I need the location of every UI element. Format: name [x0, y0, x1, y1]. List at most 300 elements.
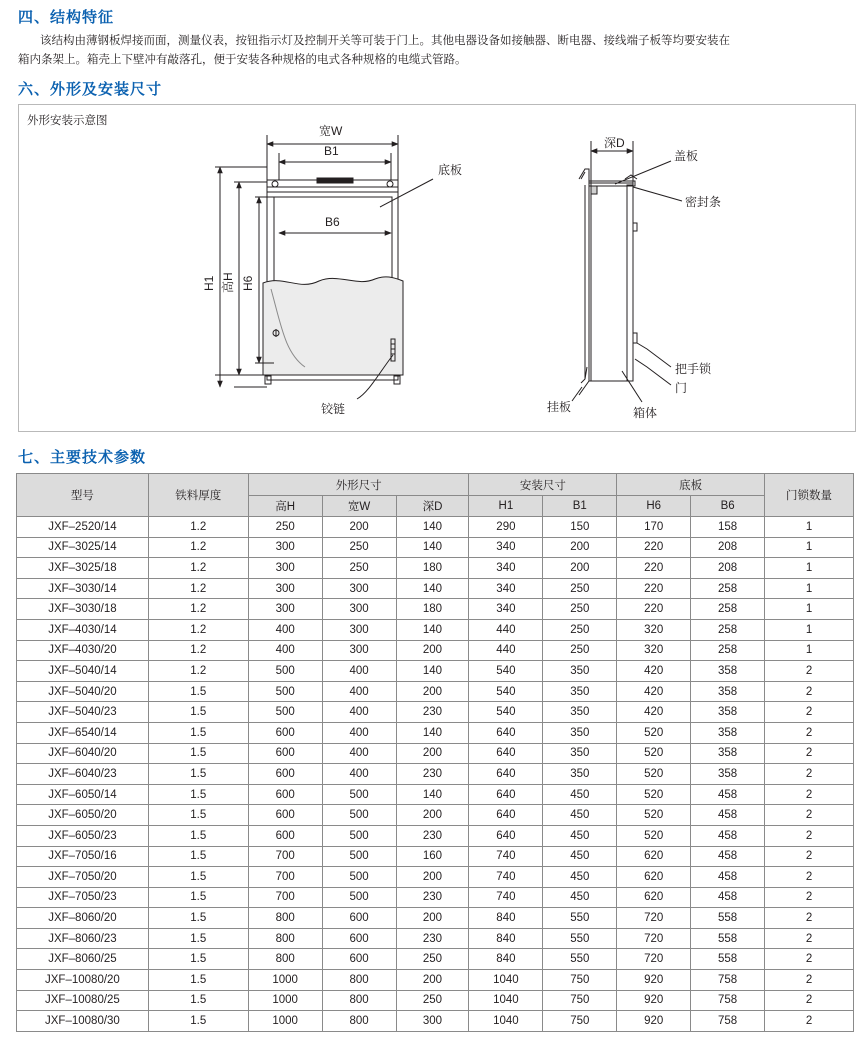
cell-height: 400: [248, 619, 322, 640]
cell-width: 800: [322, 970, 396, 991]
cell-depth: 230: [396, 764, 469, 785]
cell-h1: 340: [469, 558, 543, 579]
cell-b6: 558: [691, 949, 765, 970]
cell-h6: 420: [617, 661, 691, 682]
cell-h6: 520: [617, 764, 691, 785]
cell-h6: 220: [617, 537, 691, 558]
cell-h1: 540: [469, 681, 543, 702]
cell-b1: 250: [543, 619, 617, 640]
cell-depth: 250: [396, 949, 469, 970]
cell-b1: 450: [543, 805, 617, 826]
cell-b6: 258: [691, 619, 765, 640]
cell-depth: 200: [396, 681, 469, 702]
cell-depth: 140: [396, 578, 469, 599]
cell-b1: 350: [543, 722, 617, 743]
cell-depth: 250: [396, 990, 469, 1011]
label-handle-lock: 把手锁: [675, 362, 712, 376]
label-depth: 深D: [604, 136, 625, 150]
label-h6: H6: [241, 275, 255, 291]
cell-lock-count: 1: [765, 537, 854, 558]
label-b6: B6: [325, 215, 340, 229]
cell-h6: 920: [617, 1011, 691, 1032]
cell-model: JXF–4030/14: [17, 619, 149, 640]
cell-b6: 458: [691, 784, 765, 805]
cell-width: 400: [322, 681, 396, 702]
cell-model: JXF–3025/14: [17, 537, 149, 558]
cell-width: 800: [322, 990, 396, 1011]
cell-height: 700: [248, 846, 322, 867]
subheader-depth: 深D: [396, 496, 469, 517]
cell-b1: 200: [543, 558, 617, 579]
cell-h6: 520: [617, 722, 691, 743]
header-outer-size: 外形尺寸: [248, 474, 469, 496]
cell-thickness: 1.2: [148, 558, 248, 579]
cell-lock-count: 2: [765, 764, 854, 785]
cell-h1: 840: [469, 908, 543, 929]
cell-b1: 350: [543, 764, 617, 785]
cell-b1: 450: [543, 784, 617, 805]
cell-height: 600: [248, 825, 322, 846]
cell-height: 1000: [248, 970, 322, 991]
table-row: [17, 537, 854, 558]
header-model: 型号: [17, 474, 149, 517]
label-door: 门: [675, 381, 688, 395]
cell-b6: 158: [691, 517, 765, 538]
cell-h1: 740: [469, 887, 543, 908]
label-hinge: 铰链: [321, 402, 346, 416]
table-row: [17, 743, 854, 764]
cell-depth: 160: [396, 846, 469, 867]
cell-h6: 620: [617, 887, 691, 908]
cell-h1: 290: [469, 517, 543, 538]
cell-height: 500: [248, 661, 322, 682]
cell-b6: 258: [691, 640, 765, 661]
cell-h1: 840: [469, 949, 543, 970]
cell-h6: 920: [617, 990, 691, 1011]
cell-depth: 300: [396, 1011, 469, 1032]
cell-model: JXF–8060/25: [17, 949, 149, 970]
cell-model: JXF–3025/18: [17, 558, 149, 579]
cell-model: JXF–5040/20: [17, 681, 149, 702]
cell-h1: 640: [469, 825, 543, 846]
cell-height: 300: [248, 558, 322, 579]
cell-b1: 550: [543, 928, 617, 949]
cell-b1: 350: [543, 661, 617, 682]
side-view: [572, 141, 682, 402]
cell-lock-count: 1: [765, 578, 854, 599]
cell-b1: 250: [543, 640, 617, 661]
cell-lock-count: 2: [765, 846, 854, 867]
table-row: [17, 949, 854, 970]
cell-b1: 200: [543, 537, 617, 558]
cell-h1: 740: [469, 867, 543, 888]
cell-model: JXF–6050/23: [17, 825, 149, 846]
cell-model: JXF–4030/20: [17, 640, 149, 661]
cell-lock-count: 2: [765, 970, 854, 991]
section-heading-dimensions: 六、外形及安装尺寸: [18, 80, 163, 98]
cell-h1: 640: [469, 805, 543, 826]
cell-depth: 200: [396, 908, 469, 929]
cell-model: JXF–6540/14: [17, 722, 149, 743]
table-row: [17, 640, 854, 661]
cell-lock-count: 2: [765, 681, 854, 702]
cell-depth: 140: [396, 517, 469, 538]
subheader-b6: B6: [691, 496, 765, 517]
cell-lock-count: 2: [765, 661, 854, 682]
cell-width: 400: [322, 764, 396, 785]
cell-b6: 458: [691, 867, 765, 888]
cell-depth: 200: [396, 743, 469, 764]
cell-b6: 458: [691, 887, 765, 908]
cell-height: 800: [248, 949, 322, 970]
cell-b1: 550: [543, 908, 617, 929]
cell-depth: 180: [396, 558, 469, 579]
cell-b6: 458: [691, 825, 765, 846]
table-row: [17, 990, 854, 1011]
cell-b6: 208: [691, 537, 765, 558]
header-install-size: 安装尺寸: [469, 474, 617, 496]
cell-thickness: 1.5: [148, 805, 248, 826]
cell-thickness: 1.5: [148, 825, 248, 846]
table-row: [17, 846, 854, 867]
cell-b1: 450: [543, 846, 617, 867]
cell-h6: 720: [617, 908, 691, 929]
cell-depth: 180: [396, 599, 469, 620]
cell-h6: 170: [617, 517, 691, 538]
cell-h1: 840: [469, 928, 543, 949]
cell-model: JXF–10080/30: [17, 1011, 149, 1032]
cell-width: 300: [322, 619, 396, 640]
cell-depth: 140: [396, 661, 469, 682]
table-row: [17, 661, 854, 682]
cell-b6: 458: [691, 846, 765, 867]
cell-thickness: 1.5: [148, 970, 248, 991]
table-row: [17, 1011, 854, 1032]
cell-depth: 140: [396, 784, 469, 805]
table-row: [17, 867, 854, 888]
cell-thickness: 1.5: [148, 1011, 248, 1032]
cell-model: JXF–2520/14: [17, 517, 149, 538]
cell-thickness: 1.2: [148, 537, 248, 558]
table-row: [17, 558, 854, 579]
cell-height: 300: [248, 578, 322, 599]
cell-h1: 1040: [469, 990, 543, 1011]
cell-h6: 320: [617, 619, 691, 640]
table-row: [17, 908, 854, 929]
cell-model: JXF–7050/16: [17, 846, 149, 867]
table-row: [17, 928, 854, 949]
table-row: [17, 619, 854, 640]
cell-model: JXF–3030/18: [17, 599, 149, 620]
cell-thickness: 1.5: [148, 949, 248, 970]
table-row: [17, 681, 854, 702]
table-row: [17, 722, 854, 743]
cell-h6: 220: [617, 558, 691, 579]
cell-lock-count: 1: [765, 619, 854, 640]
structure-description-line-2: 箱内条架上。箱壳上下壁冲有敲落孔，便于安装各种规格的电式各种规格的电缆式管路。: [18, 52, 467, 66]
cell-thickness: 1.2: [148, 640, 248, 661]
cell-thickness: 1.5: [148, 743, 248, 764]
cell-model: JXF–8060/20: [17, 908, 149, 929]
cell-depth: 230: [396, 928, 469, 949]
cell-h6: 220: [617, 599, 691, 620]
cell-lock-count: 2: [765, 784, 854, 805]
cell-width: 600: [322, 928, 396, 949]
cell-thickness: 1.5: [148, 722, 248, 743]
subheader-b1: B1: [543, 496, 617, 517]
table-row: [17, 517, 854, 538]
cell-model: JXF–6040/20: [17, 743, 149, 764]
cell-h6: 520: [617, 743, 691, 764]
subheader-height: 高H: [248, 496, 322, 517]
subheader-width: 宽W: [322, 496, 396, 517]
header-base-plate: 底板: [617, 474, 765, 496]
cell-b1: 450: [543, 867, 617, 888]
cell-height: 300: [248, 537, 322, 558]
cell-lock-count: 1: [765, 558, 854, 579]
cell-lock-count: 2: [765, 722, 854, 743]
cell-h6: 420: [617, 702, 691, 723]
cell-b6: 208: [691, 558, 765, 579]
label-width: 宽W: [319, 124, 343, 138]
label-base-plate: 底板: [438, 163, 463, 177]
cell-depth: 140: [396, 537, 469, 558]
cell-height: 600: [248, 805, 322, 826]
table-row: [17, 970, 854, 991]
installation-diagram: [19, 105, 855, 431]
cell-b6: 558: [691, 928, 765, 949]
subheader-h1: H1: [469, 496, 543, 517]
cell-b1: 350: [543, 743, 617, 764]
cell-model: JXF–10080/25: [17, 990, 149, 1011]
cell-b1: 250: [543, 599, 617, 620]
cell-b6: 558: [691, 908, 765, 929]
cell-width: 300: [322, 640, 396, 661]
cell-model: JXF–10080/20: [17, 970, 149, 991]
label-cover: 盖板: [674, 149, 699, 163]
cell-model: JXF–6050/20: [17, 805, 149, 826]
cell-thickness: 1.5: [148, 887, 248, 908]
cell-height: 400: [248, 640, 322, 661]
cell-h6: 720: [617, 928, 691, 949]
cell-height: 600: [248, 722, 322, 743]
cell-width: 500: [322, 784, 396, 805]
cell-width: 250: [322, 558, 396, 579]
cell-lock-count: 2: [765, 867, 854, 888]
label-b1: B1: [324, 144, 339, 158]
cell-h1: 740: [469, 846, 543, 867]
cell-h6: 920: [617, 970, 691, 991]
cell-model: JXF–6040/23: [17, 764, 149, 785]
cell-b1: 550: [543, 949, 617, 970]
cell-thickness: 1.5: [148, 990, 248, 1011]
cell-depth: 230: [396, 825, 469, 846]
cell-depth: 200: [396, 805, 469, 826]
header-thickness: 铁料厚度: [148, 474, 248, 517]
cell-height: 500: [248, 702, 322, 723]
cell-b6: 358: [691, 764, 765, 785]
cell-thickness: 1.2: [148, 661, 248, 682]
cell-h1: 640: [469, 764, 543, 785]
cell-model: JXF–7050/23: [17, 887, 149, 908]
cell-width: 400: [322, 702, 396, 723]
cell-thickness: 1.5: [148, 908, 248, 929]
label-box-body: 箱体: [633, 406, 658, 420]
cell-depth: 200: [396, 867, 469, 888]
table-row: [17, 805, 854, 826]
cell-lock-count: 1: [765, 517, 854, 538]
cell-b1: 750: [543, 970, 617, 991]
cell-depth: 200: [396, 970, 469, 991]
cell-width: 300: [322, 578, 396, 599]
cell-h6: 620: [617, 867, 691, 888]
cell-width: 400: [322, 743, 396, 764]
cell-b6: 758: [691, 970, 765, 991]
cell-h6: 720: [617, 949, 691, 970]
cell-h6: 620: [617, 846, 691, 867]
cell-b6: 258: [691, 599, 765, 620]
cell-lock-count: 2: [765, 990, 854, 1011]
cell-h6: 420: [617, 681, 691, 702]
label-height: 高H: [221, 272, 235, 293]
cell-model: JXF–5040/14: [17, 661, 149, 682]
cell-h1: 640: [469, 743, 543, 764]
cell-h1: 340: [469, 599, 543, 620]
cell-height: 1000: [248, 1011, 322, 1032]
cell-depth: 200: [396, 640, 469, 661]
cell-b1: 350: [543, 702, 617, 723]
label-h1: H1: [202, 275, 216, 291]
cell-model: JXF–6050/14: [17, 784, 149, 805]
table-row: [17, 599, 854, 620]
cell-height: 600: [248, 784, 322, 805]
cell-thickness: 1.5: [148, 867, 248, 888]
cell-width: 400: [322, 722, 396, 743]
cell-width: 600: [322, 949, 396, 970]
cell-h1: 640: [469, 784, 543, 805]
cell-h1: 340: [469, 537, 543, 558]
cell-h1: 340: [469, 578, 543, 599]
cell-width: 500: [322, 867, 396, 888]
cell-depth: 140: [396, 619, 469, 640]
cell-b1: 750: [543, 990, 617, 1011]
cell-width: 800: [322, 1011, 396, 1032]
cell-b1: 150: [543, 517, 617, 538]
cell-h1: 1040: [469, 970, 543, 991]
cell-h1: 440: [469, 640, 543, 661]
cell-width: 500: [322, 825, 396, 846]
cell-model: JXF–5040/23: [17, 702, 149, 723]
cell-h6: 520: [617, 825, 691, 846]
cell-b6: 358: [691, 743, 765, 764]
cell-b6: 358: [691, 702, 765, 723]
cell-h6: 220: [617, 578, 691, 599]
cell-model: JXF–3030/14: [17, 578, 149, 599]
structure-description-line-1: 该结构由薄钢板焊接而面，测量仪表，按钮指示灯及控制开关等可装于门上。其他电器设备如接触器、断电器、接线端子板等均要安装在: [40, 33, 730, 47]
cell-lock-count: 2: [765, 825, 854, 846]
cell-b6: 358: [691, 722, 765, 743]
figure-title: 外形安装示意图: [27, 115, 108, 127]
cell-b1: 450: [543, 825, 617, 846]
cell-height: 250: [248, 517, 322, 538]
cell-thickness: 1.5: [148, 702, 248, 723]
cell-lock-count: 2: [765, 702, 854, 723]
table-row: [17, 702, 854, 723]
spec-table: [16, 473, 854, 1032]
cell-width: 500: [322, 805, 396, 826]
cell-thickness: 1.2: [148, 517, 248, 538]
cell-b6: 358: [691, 661, 765, 682]
cell-thickness: 1.2: [148, 619, 248, 640]
cell-lock-count: 2: [765, 887, 854, 908]
cell-height: 1000: [248, 990, 322, 1011]
cell-width: 200: [322, 517, 396, 538]
cell-width: 500: [322, 846, 396, 867]
cell-b1: 750: [543, 1011, 617, 1032]
spec-table-body: [17, 517, 854, 1032]
cell-b1: 250: [543, 578, 617, 599]
cell-h1: 540: [469, 661, 543, 682]
table-row: [17, 784, 854, 805]
cell-h1: 640: [469, 722, 543, 743]
cell-width: 300: [322, 599, 396, 620]
cell-b6: 258: [691, 578, 765, 599]
cell-thickness: 1.5: [148, 784, 248, 805]
cell-h6: 320: [617, 640, 691, 661]
section-heading-structure: 四、结构特征: [18, 8, 115, 26]
cell-model: JXF–7050/20: [17, 867, 149, 888]
section-heading-specs: 七、主要技术参数: [18, 448, 147, 466]
cell-width: 250: [322, 537, 396, 558]
cell-height: 800: [248, 928, 322, 949]
cell-height: 700: [248, 867, 322, 888]
cell-lock-count: 2: [765, 1011, 854, 1032]
cell-depth: 230: [396, 887, 469, 908]
table-row: [17, 578, 854, 599]
cell-depth: 140: [396, 722, 469, 743]
cell-thickness: 1.5: [148, 764, 248, 785]
cell-h6: 520: [617, 805, 691, 826]
cell-depth: 230: [396, 702, 469, 723]
cell-lock-count: 2: [765, 805, 854, 826]
front-view: [215, 135, 433, 399]
cell-height: 500: [248, 681, 322, 702]
cell-b6: 358: [691, 681, 765, 702]
cell-h1: 540: [469, 702, 543, 723]
cell-h6: 520: [617, 784, 691, 805]
cell-h1: 440: [469, 619, 543, 640]
label-hanger: 挂板: [547, 400, 572, 414]
cell-width: 500: [322, 887, 396, 908]
cell-lock-count: 2: [765, 743, 854, 764]
cell-b6: 758: [691, 1011, 765, 1032]
cell-lock-count: 2: [765, 908, 854, 929]
header-lock-count: 门锁数量: [765, 474, 854, 517]
table-row: [17, 825, 854, 846]
cell-height: 800: [248, 908, 322, 929]
table-row: [17, 764, 854, 785]
cell-width: 600: [322, 908, 396, 929]
cell-h1: 1040: [469, 1011, 543, 1032]
table-row: [17, 887, 854, 908]
label-seal-strip: 密封条: [685, 195, 722, 209]
cell-lock-count: 2: [765, 928, 854, 949]
subheader-h6: H6: [617, 496, 691, 517]
cell-b6: 758: [691, 990, 765, 1011]
cell-lock-count: 1: [765, 599, 854, 620]
cell-b1: 450: [543, 887, 617, 908]
cell-b1: 350: [543, 681, 617, 702]
